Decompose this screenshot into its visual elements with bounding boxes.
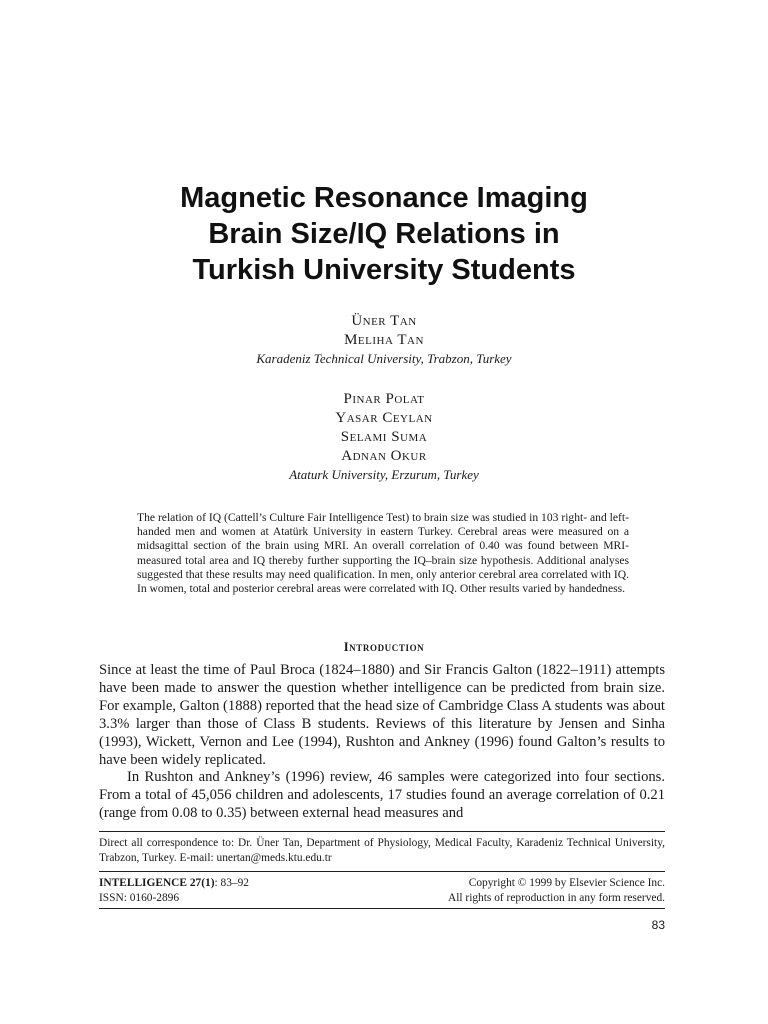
title-line-3: Turkish University Students [192, 254, 576, 286]
body-paragraph: Since at least the time of Paul Broca (1824–1880) and Sir Francis Galton (1822–1911) attempts have been made to answer the question whether intelligence can be predicted from brain size. For example, Galton (1888) reported that the head size of Cambridge Class A students was about 3.3% larger than those of Class B students. Reviews of this literature by Jensen and Sinha (1993), Wickett, Vernon and Lee (1994), Rushton and Ankney (1996) found Galton’s results to have been widely replicated. [99, 662, 665, 768]
section-heading-introduction: Introduction [343, 640, 425, 654]
author-name: Adnan Okur [341, 448, 427, 464]
page-number: 83 [651, 918, 665, 932]
author-name: Selami Suma [340, 429, 428, 445]
author-name: Üner Tan [351, 313, 417, 329]
footnote-divider [99, 831, 665, 832]
author-affiliation: Karadeniz Technical University, Trabzon, Turkey [256, 351, 512, 366]
issn: ISSN: 0160-2896 [99, 892, 180, 904]
author-group-1 [0, 312, 768, 368]
article-title [0, 180, 768, 288]
journal-name-volume: INTELLIGENCE 27(1) [99, 877, 215, 889]
author-name: Meliha Tan [344, 332, 424, 348]
author-affiliation: Ataturk University, Erzurum, Turkey [289, 467, 479, 482]
journal-info [99, 876, 665, 906]
correspondence-footnote: Direct all correspondence to: Dr. Üner Tan, Department of Physiology, Medical Faculty, Karadeniz Technical University, Trabzon, Turkey. E-mail: unertan@meds.ktu.edu.tr [99, 837, 665, 864]
rights-notice: All rights of reproduction in any form reserved. [448, 892, 665, 904]
journal-pages: : 83–92 [214, 877, 250, 889]
author-name: Pinar Polat [343, 391, 425, 407]
title-line-2: Brain Size/IQ Relations in [208, 218, 560, 250]
body-text [99, 662, 665, 823]
journal-citation [99, 876, 249, 891]
title-line-1: Magnetic Resonance Imaging [180, 182, 588, 214]
journal-info-divider [99, 871, 665, 872]
abstract: The relation of IQ (Cattell’s Culture Fair Intelligence Test) to brain size was studied in 103 right- and left-handed men and women at Atatürk University in eastern Turkey. Cerebral areas were measured on a midsagittal section of the brain using MRI. An overall correlation of 0.40 was found between MRI-measured total area and IQ thereby further supporting the IQ–brain size hypothesis. Additional analyses suggested that these results may need qualification. In men, only anterior cerebral area correlated with IQ. In women, total and posterior cerebral areas were correlated with IQ. Other results varied by handedness. [137, 511, 629, 596]
author-group-2 [0, 390, 768, 484]
body-paragraph: In Rushton and Ankney’s (1996) review, 46 samples were categorized into four sections. From a total of 45,056 children and adolescents, 17 studies found an average correlation of 0.21 (range from 0.08 to 0.35) between external head measures and [99, 769, 665, 822]
author-name: Yasar Ceylan [335, 410, 433, 426]
bottom-divider [99, 908, 665, 909]
copyright-notice: Copyright © 1999 by Elsevier Science Inc. [468, 877, 665, 889]
